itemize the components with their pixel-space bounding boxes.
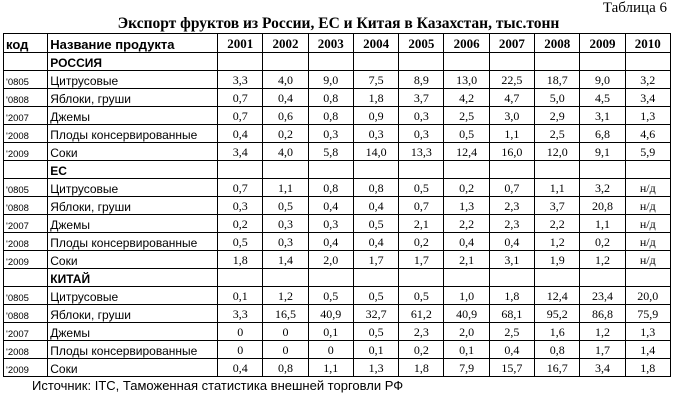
- value-cell: 0,1: [444, 341, 489, 359]
- value-cell: н/д: [625, 179, 670, 197]
- value-cell: 86,8: [580, 305, 625, 323]
- product-code: '2008: [4, 125, 48, 143]
- value-cell: 16,7: [535, 359, 580, 377]
- value-cell: 3,7: [399, 89, 444, 107]
- product-name: Джемы: [48, 323, 218, 341]
- product-code: '2007: [4, 215, 48, 233]
- header-year: 2007: [489, 34, 534, 53]
- value-cell: 4,0: [263, 143, 308, 161]
- value-cell: 3,1: [489, 251, 534, 269]
- value-cell: 1,8: [399, 359, 444, 377]
- value-cell: 3,4: [218, 143, 263, 161]
- empty-cell: [218, 53, 263, 71]
- value-cell: 0,8: [353, 179, 398, 197]
- empty-cell: [263, 53, 308, 71]
- product-code: '0805: [4, 287, 48, 305]
- value-cell: 0: [263, 341, 308, 359]
- value-cell: 9,0: [308, 71, 353, 89]
- product-name: Плоды консервированные: [48, 125, 218, 143]
- product-code: '0808: [4, 197, 48, 215]
- value-cell: 3,4: [625, 89, 670, 107]
- value-cell: 0,5: [353, 323, 398, 341]
- value-cell: 1,1: [489, 125, 534, 143]
- value-cell: 1,1: [308, 359, 353, 377]
- value-cell: 0,2: [399, 233, 444, 251]
- value-cell: 20,0: [625, 287, 670, 305]
- header-year: 2005: [399, 34, 444, 53]
- value-cell: 2,1: [399, 215, 444, 233]
- value-cell: 1,8: [625, 359, 670, 377]
- value-cell: 1,8: [489, 287, 534, 305]
- empty-cell: [353, 269, 398, 287]
- product-code: '0805: [4, 71, 48, 89]
- value-cell: 61,2: [399, 305, 444, 323]
- header-year: 2006: [444, 34, 489, 53]
- value-cell: 0,2: [399, 341, 444, 359]
- value-cell: 16,0: [489, 143, 534, 161]
- product-name: Соки: [48, 143, 218, 161]
- value-cell: 0,4: [489, 341, 534, 359]
- value-cell: 0,5: [353, 215, 398, 233]
- value-cell: 0,3: [399, 125, 444, 143]
- value-cell: 2,9: [535, 107, 580, 125]
- header-year: 2002: [263, 34, 308, 53]
- empty-cell: [399, 53, 444, 71]
- value-cell: 2,5: [535, 125, 580, 143]
- value-cell: 0: [218, 341, 263, 359]
- section-title: ЕС: [48, 161, 218, 179]
- table-title: Экспорт фруктов из России, ЕС и Китая в Казахстан, тыс.тонн: [117, 15, 560, 32]
- product-code: '2007: [4, 107, 48, 125]
- value-cell: 14,0: [353, 143, 398, 161]
- value-cell: 0,9: [353, 107, 398, 125]
- section-row: [4, 53, 671, 71]
- value-cell: 2,5: [489, 323, 534, 341]
- value-cell: 2,0: [444, 323, 489, 341]
- product-name: Соки: [48, 251, 218, 269]
- empty-cell: [580, 53, 625, 71]
- value-cell: 4,0: [263, 71, 308, 89]
- value-cell: 7,9: [444, 359, 489, 377]
- empty-cell: [353, 53, 398, 71]
- value-cell: 0,3: [308, 125, 353, 143]
- empty-cell: [625, 269, 670, 287]
- value-cell: 0,7: [218, 179, 263, 197]
- value-cell: 3,2: [580, 179, 625, 197]
- empty-cell: [308, 269, 353, 287]
- value-cell: 2,3: [489, 197, 534, 215]
- table-row: [4, 215, 671, 233]
- value-cell: 2,3: [489, 215, 534, 233]
- product-name: Яблоки, груши: [48, 89, 218, 107]
- empty-cell: [263, 269, 308, 287]
- section-row: [4, 269, 671, 287]
- value-cell: 68,1: [489, 305, 534, 323]
- header-year: 2004: [353, 34, 398, 53]
- table-row: [4, 323, 671, 341]
- empty-cell: [535, 53, 580, 71]
- table-row: [4, 341, 671, 359]
- value-cell: 18,7: [535, 71, 580, 89]
- value-cell: 0,2: [444, 179, 489, 197]
- value-cell: 0,2: [580, 233, 625, 251]
- table-row: [4, 197, 671, 215]
- value-cell: 0: [263, 323, 308, 341]
- header-name: Название продукта: [48, 34, 218, 53]
- product-name: Яблоки, груши: [48, 197, 218, 215]
- product-name: Яблоки, груши: [48, 305, 218, 323]
- value-cell: 0,4: [218, 125, 263, 143]
- table-row: [4, 89, 671, 107]
- header-year: 2003: [308, 34, 353, 53]
- section-title: КИТАЙ: [48, 269, 218, 287]
- value-cell: 1,8: [218, 251, 263, 269]
- value-cell: 12,4: [535, 287, 580, 305]
- product-code: '0805: [4, 179, 48, 197]
- product-name: Плоды консервированные: [48, 233, 218, 251]
- value-cell: 5,8: [308, 143, 353, 161]
- export-table: [3, 33, 671, 377]
- value-cell: 3,3: [218, 71, 263, 89]
- value-cell: 0,5: [444, 125, 489, 143]
- value-cell: 0,8: [263, 359, 308, 377]
- empty-cell: [444, 53, 489, 71]
- table-row: [4, 107, 671, 125]
- empty-cell: [489, 161, 534, 179]
- header-code: код: [4, 34, 48, 53]
- value-cell: 0,7: [218, 89, 263, 107]
- value-cell: 0,4: [489, 233, 534, 251]
- table-row: [4, 359, 671, 377]
- value-cell: 0,5: [399, 179, 444, 197]
- value-cell: 2,3: [399, 323, 444, 341]
- value-cell: 15,7: [489, 359, 534, 377]
- value-cell: 1,1: [263, 179, 308, 197]
- empty-cell: [489, 53, 534, 71]
- value-cell: 0,7: [218, 107, 263, 125]
- value-cell: 0,3: [308, 215, 353, 233]
- value-cell: 1,6: [535, 323, 580, 341]
- value-cell: 0,4: [218, 359, 263, 377]
- product-name: Цитрусовые: [48, 287, 218, 305]
- value-cell: 3,2: [625, 71, 670, 89]
- product-name: Джемы: [48, 107, 218, 125]
- value-cell: 7,5: [353, 71, 398, 89]
- value-cell: 0,4: [353, 233, 398, 251]
- product-name: Джемы: [48, 215, 218, 233]
- value-cell: 1,8: [353, 89, 398, 107]
- value-cell: 0,6: [263, 107, 308, 125]
- value-cell: 0,2: [263, 125, 308, 143]
- value-cell: 40,9: [308, 305, 353, 323]
- header-year: 2001: [218, 34, 263, 53]
- value-cell: 0,8: [308, 107, 353, 125]
- empty-cell: [580, 269, 625, 287]
- value-cell: 0,4: [444, 233, 489, 251]
- value-cell: 5,0: [535, 89, 580, 107]
- value-cell: 0,3: [218, 197, 263, 215]
- value-cell: 4,6: [625, 125, 670, 143]
- section-title: РОССИЯ: [48, 53, 218, 71]
- product-code: '2009: [4, 359, 48, 377]
- product-code: '2009: [4, 143, 48, 161]
- section-code-cell: [4, 53, 48, 71]
- value-cell: н/д: [625, 233, 670, 251]
- value-cell: 1,9: [535, 251, 580, 269]
- source-note: Источник: ITC, Таможенная статистика внешней торговли РФ: [32, 378, 404, 393]
- value-cell: 12,0: [535, 143, 580, 161]
- value-cell: 0,1: [218, 287, 263, 305]
- empty-cell: [263, 161, 308, 179]
- value-cell: 0,4: [263, 89, 308, 107]
- value-cell: 0,4: [308, 233, 353, 251]
- value-cell: 75,9: [625, 305, 670, 323]
- value-cell: 1,7: [580, 341, 625, 359]
- value-cell: 0,7: [399, 197, 444, 215]
- product-name: Цитрусовые: [48, 179, 218, 197]
- table-row: [4, 305, 671, 323]
- empty-cell: [625, 53, 670, 71]
- value-cell: 1,2: [263, 287, 308, 305]
- value-cell: 20,8: [580, 197, 625, 215]
- value-cell: 0,3: [353, 125, 398, 143]
- header-row: [4, 34, 671, 53]
- value-cell: 13,3: [399, 143, 444, 161]
- value-cell: 0,8: [308, 179, 353, 197]
- value-cell: 1,3: [353, 359, 398, 377]
- value-cell: 1,1: [535, 179, 580, 197]
- empty-cell: [580, 161, 625, 179]
- empty-cell: [353, 161, 398, 179]
- value-cell: 1,3: [625, 107, 670, 125]
- value-cell: 1,1: [580, 215, 625, 233]
- value-cell: 0,3: [263, 233, 308, 251]
- header-year: 2009: [580, 34, 625, 53]
- table-caption: Таблица 6: [602, 0, 667, 16]
- empty-cell: [535, 269, 580, 287]
- value-cell: 12,4: [444, 143, 489, 161]
- value-cell: н/д: [625, 251, 670, 269]
- value-cell: 1,3: [444, 197, 489, 215]
- value-cell: 2,5: [444, 107, 489, 125]
- empty-cell: [489, 269, 534, 287]
- value-cell: 1,2: [580, 251, 625, 269]
- section-code-cell: [4, 161, 48, 179]
- value-cell: 6,8: [580, 125, 625, 143]
- value-cell: 0,8: [535, 341, 580, 359]
- table-body: [4, 53, 671, 377]
- empty-cell: [308, 161, 353, 179]
- value-cell: 1,2: [580, 323, 625, 341]
- value-cell: 1,3: [625, 323, 670, 341]
- product-name: Плоды консервированные: [48, 341, 218, 359]
- empty-cell: [535, 161, 580, 179]
- value-cell: 95,2: [535, 305, 580, 323]
- header-year: 2008: [535, 34, 580, 53]
- value-cell: 1,4: [263, 251, 308, 269]
- section-code-cell: [4, 269, 48, 287]
- value-cell: 40,9: [444, 305, 489, 323]
- product-code: '0808: [4, 89, 48, 107]
- value-cell: 0,5: [263, 197, 308, 215]
- empty-cell: [218, 161, 263, 179]
- empty-cell: [308, 53, 353, 71]
- value-cell: 2,2: [444, 215, 489, 233]
- value-cell: 1,4: [625, 341, 670, 359]
- value-cell: 9,0: [580, 71, 625, 89]
- product-code: '2008: [4, 341, 48, 359]
- table-row: [4, 233, 671, 251]
- value-cell: 0: [218, 323, 263, 341]
- value-cell: 0,5: [353, 287, 398, 305]
- product-code: '2007: [4, 323, 48, 341]
- value-cell: 0,5: [399, 287, 444, 305]
- value-cell: 0,5: [218, 233, 263, 251]
- product-code: '2009: [4, 251, 48, 269]
- value-cell: 2,2: [535, 215, 580, 233]
- value-cell: н/д: [625, 215, 670, 233]
- table-row: [4, 125, 671, 143]
- value-cell: 4,5: [580, 89, 625, 107]
- value-cell: н/д: [625, 197, 670, 215]
- value-cell: 1,7: [353, 251, 398, 269]
- value-cell: 0,4: [308, 197, 353, 215]
- value-cell: 5,9: [625, 143, 670, 161]
- value-cell: 32,7: [353, 305, 398, 323]
- value-cell: 0,3: [263, 215, 308, 233]
- value-cell: 1,0: [444, 287, 489, 305]
- value-cell: 0: [308, 341, 353, 359]
- value-cell: 0,5: [308, 287, 353, 305]
- empty-cell: [444, 161, 489, 179]
- value-cell: 0,1: [353, 341, 398, 359]
- table-row: [4, 179, 671, 197]
- value-cell: 0,2: [218, 215, 263, 233]
- value-cell: 23,4: [580, 287, 625, 305]
- value-cell: 1,2: [535, 233, 580, 251]
- product-name: Цитрусовые: [48, 71, 218, 89]
- value-cell: 0,4: [353, 197, 398, 215]
- value-cell: 3,7: [535, 197, 580, 215]
- empty-cell: [399, 161, 444, 179]
- product-code: '0808: [4, 305, 48, 323]
- value-cell: 16,5: [263, 305, 308, 323]
- value-cell: 4,2: [444, 89, 489, 107]
- empty-cell: [399, 269, 444, 287]
- section-row: [4, 161, 671, 179]
- value-cell: 1,7: [399, 251, 444, 269]
- value-cell: 4,7: [489, 89, 534, 107]
- table-row: [4, 287, 671, 305]
- table-row: [4, 71, 671, 89]
- value-cell: 3,4: [580, 359, 625, 377]
- value-cell: 2,1: [444, 251, 489, 269]
- value-cell: 3,1: [580, 107, 625, 125]
- value-cell: 8,9: [399, 71, 444, 89]
- header-year: 2010: [625, 34, 670, 53]
- empty-cell: [444, 269, 489, 287]
- value-cell: 22,5: [489, 71, 534, 89]
- value-cell: 0,3: [399, 107, 444, 125]
- table-row: [4, 143, 671, 161]
- table-row: [4, 251, 671, 269]
- product-code: '2008: [4, 233, 48, 251]
- value-cell: 0,8: [308, 89, 353, 107]
- value-cell: 9,1: [580, 143, 625, 161]
- empty-cell: [625, 161, 670, 179]
- value-cell: 3,0: [489, 107, 534, 125]
- value-cell: 3,3: [218, 305, 263, 323]
- product-name: Соки: [48, 359, 218, 377]
- value-cell: 2,0: [308, 251, 353, 269]
- value-cell: 0,7: [489, 179, 534, 197]
- empty-cell: [218, 269, 263, 287]
- value-cell: 0,1: [308, 323, 353, 341]
- value-cell: 13,0: [444, 71, 489, 89]
